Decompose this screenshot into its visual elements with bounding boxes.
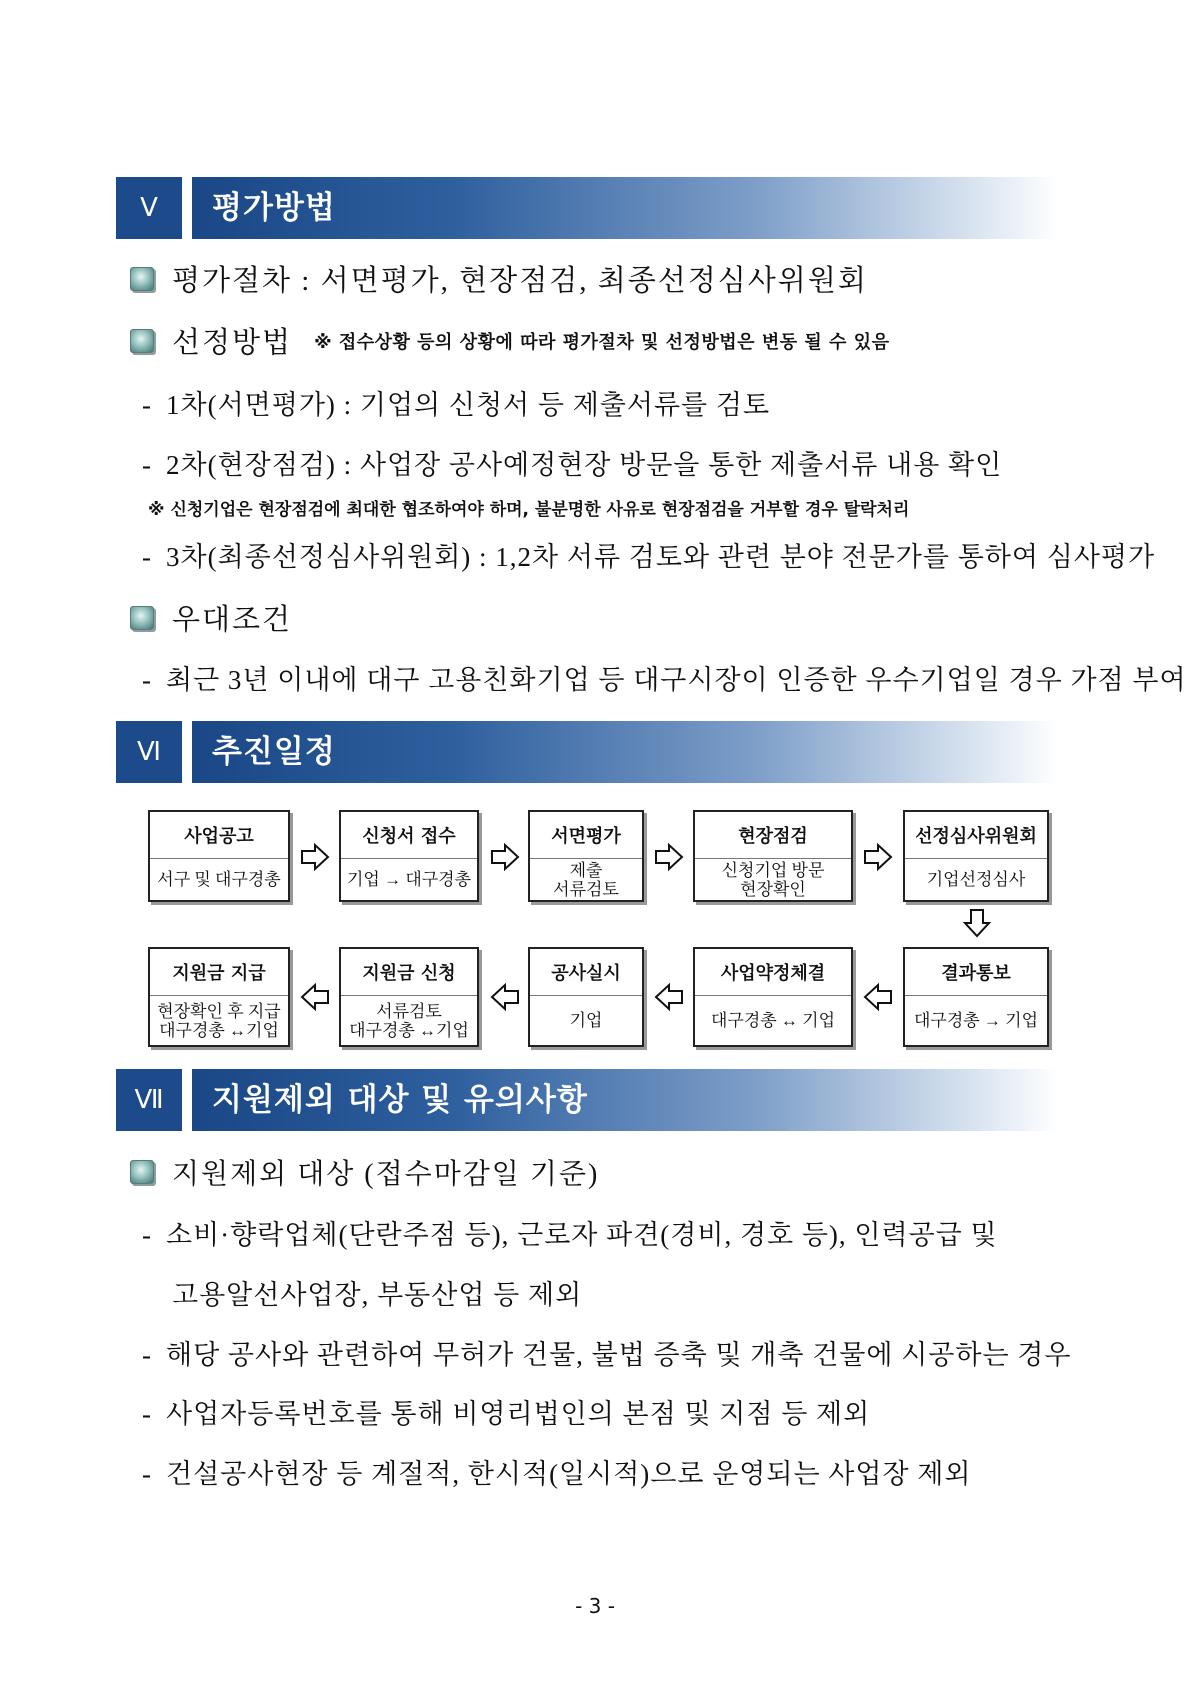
- dash-marker: -: [142, 390, 152, 420]
- arrow-left-icon: [490, 982, 520, 1012]
- list-item-text: 건설공사현장 등 계절적, 한시적(일시적)으로 운영되는 사업장 제외: [166, 1459, 972, 1489]
- page-number: - 3 -: [575, 1594, 615, 1618]
- list-item: [142, 1392, 870, 1431]
- flow-step-line: 대구경총 ↔기업: [159, 1020, 279, 1040]
- dash-marker: -: [142, 542, 152, 572]
- arrow-left-icon: [863, 982, 893, 1012]
- bullet-text: 지원제외 대상 (접수마감일 기준): [172, 1159, 600, 1190]
- flow-step-body: [530, 996, 642, 1045]
- flow-step-body: [695, 996, 851, 1045]
- list-item-text: 사업자등록번호를 통해 비영리법인의 본점 및 지점 등 제외: [166, 1399, 871, 1429]
- section-title: 평가방법: [212, 190, 336, 226]
- bullet-evaluation-procedure: [130, 258, 868, 299]
- list-item-text: 최근 3년 이내에 대구 고용친화기업 등 대구시장이 인증한 우수기업일 경우 가점 부여: [166, 665, 1187, 695]
- flow-step-title: 지원금 지급: [150, 949, 288, 996]
- flow-step-title: 사업공고: [150, 812, 288, 859]
- flow-step-title: 서면평가: [530, 812, 642, 859]
- list-item: [142, 1333, 1071, 1372]
- dash-marker: -: [142, 665, 152, 695]
- flow-step-line: 서류검토: [553, 879, 619, 899]
- flow-step-title: 선정심사위원회: [905, 812, 1047, 859]
- square-bullet-icon: [130, 1160, 154, 1184]
- flow-step-line: 대구경총 ↔ 기업: [710, 1011, 836, 1030]
- bullet-selection-method: [130, 320, 889, 361]
- flow-step-body: [905, 996, 1047, 1045]
- flow-step-line: 대구경총 ↔기업: [349, 1020, 469, 1040]
- list-item-text: 1차(서면평가) : 기업의 신청서 등 제출서류를 검토: [166, 390, 771, 420]
- flow-step-line: 기업선정심사: [926, 870, 1026, 889]
- section-number: Ⅶ: [116, 1069, 182, 1131]
- flow-step-body: [530, 859, 642, 900]
- section-number: Ⅴ: [116, 177, 182, 239]
- flow-step-title: 지원금 신청: [341, 949, 477, 996]
- flow-step: [528, 810, 644, 902]
- flow-step-body: [150, 996, 288, 1045]
- section-header-6: [116, 721, 1058, 783]
- square-bullet-icon: [130, 329, 154, 353]
- flow-step-title: 현장점검: [695, 812, 851, 859]
- flow-step: [148, 947, 290, 1047]
- dash-marker: -: [142, 1340, 152, 1370]
- flow-step-body: [905, 859, 1047, 900]
- flow-step: [903, 810, 1049, 902]
- flow-step-line: 현장확인 후 지급: [157, 1001, 281, 1021]
- bullet-exclusions: [130, 1152, 599, 1192]
- flow-step: [148, 810, 290, 902]
- bullet-text: 선정방법: [172, 327, 293, 359]
- section-header-5: [116, 177, 1058, 239]
- list-item: [142, 1452, 971, 1491]
- flow-step-line: 기업 → 대구경총: [346, 870, 472, 889]
- list-item: [142, 535, 1155, 574]
- flow-step-line: 신청기업 방문: [721, 860, 825, 880]
- section-number: Ⅵ: [116, 721, 182, 783]
- list-item: [142, 658, 1187, 697]
- arrow-down-icon: [962, 908, 992, 938]
- flow-step-title: 사업약정체결: [695, 949, 851, 996]
- dash-marker: -: [142, 1220, 152, 1250]
- flow-step-line: 대구경총 → 기업: [913, 1011, 1039, 1030]
- section-title-bar: [192, 177, 1058, 239]
- list-item-text: 3차(최종선정심사위원회) : 1,2차 서류 검토와 관련 분야 전문가를 통하여 심사평가: [166, 542, 1156, 572]
- flow-step-body: [341, 996, 477, 1045]
- flow-step-line: 서구 및 대구경총: [157, 870, 281, 889]
- list-item: [142, 443, 1002, 482]
- flow-step-line: 제출: [569, 860, 603, 880]
- dash-marker: -: [142, 1459, 152, 1489]
- bullet-text: 우대조건: [172, 604, 293, 636]
- section-title-bar: [192, 721, 1058, 783]
- arrow-left-icon: [300, 982, 330, 1012]
- flow-step-body: [341, 859, 477, 900]
- list-item-text: 2차(현장점검) : 사업장 공사예정현장 방문을 통한 제출서류 내용 확인: [166, 450, 1003, 480]
- section-header-7: [116, 1069, 1058, 1131]
- dash-marker: -: [142, 450, 152, 480]
- list-item: [142, 383, 770, 422]
- flow-step-title: 신청서 접수: [341, 812, 477, 859]
- section-title-bar: [192, 1069, 1058, 1131]
- list-item-continuation: 고용알선사업장, 부동산업 등 제외: [172, 1280, 583, 1310]
- arrow-left-icon: [654, 982, 684, 1012]
- flow-step: [693, 947, 853, 1047]
- note-text: ※ 신청기업은 현장점검에 최대한 협조하여야 하며, 불분명한 사유로 현장점검을 거부할 경우 탈락처리: [148, 500, 910, 520]
- flow-step-line: 기업: [569, 1011, 603, 1030]
- flow-step-line: 서류검토: [376, 1001, 442, 1021]
- square-bullet-icon: [130, 267, 154, 291]
- bullet-preference: [130, 597, 292, 638]
- flow-step: [693, 810, 853, 902]
- flow-step: [528, 947, 644, 1047]
- flow-step-title: 공사실시: [530, 949, 642, 996]
- square-bullet-icon: [130, 606, 154, 630]
- flow-step: [903, 947, 1049, 1047]
- bullet-note: ※ 접수상황 등의 상황에 따라 평가절차 및 선정방법은 변동 될 수 있음: [314, 331, 890, 353]
- flow-step-body: [695, 859, 851, 900]
- section-title: 지원제외 대상 및 유의사항: [212, 1082, 588, 1118]
- flow-step-body: [150, 859, 288, 900]
- arrow-right-icon: [490, 842, 520, 872]
- list-item-text: 소비·향락업체(단란주점 등), 근로자 파견(경비, 경호 등), 인력공급 및: [166, 1220, 998, 1250]
- flow-step-line: 현장확인: [740, 879, 806, 899]
- dash-marker: -: [142, 1399, 152, 1429]
- arrow-right-icon: [863, 842, 893, 872]
- bullet-text: 평가절차 : 서면평가, 현장점검, 최종선정심사위원회: [172, 265, 868, 297]
- arrow-right-icon: [300, 842, 330, 872]
- section-title: 추진일정: [212, 734, 336, 770]
- flow-step: [339, 810, 479, 902]
- flow-step: [339, 947, 479, 1047]
- arrow-right-icon: [654, 842, 684, 872]
- list-item-text: 해당 공사와 관련하여 무허가 건물, 불법 증축 및 개축 건물에 시공하는 경우: [166, 1340, 1072, 1370]
- list-item: [142, 1213, 998, 1252]
- flow-step-title: 결과통보: [905, 949, 1047, 996]
